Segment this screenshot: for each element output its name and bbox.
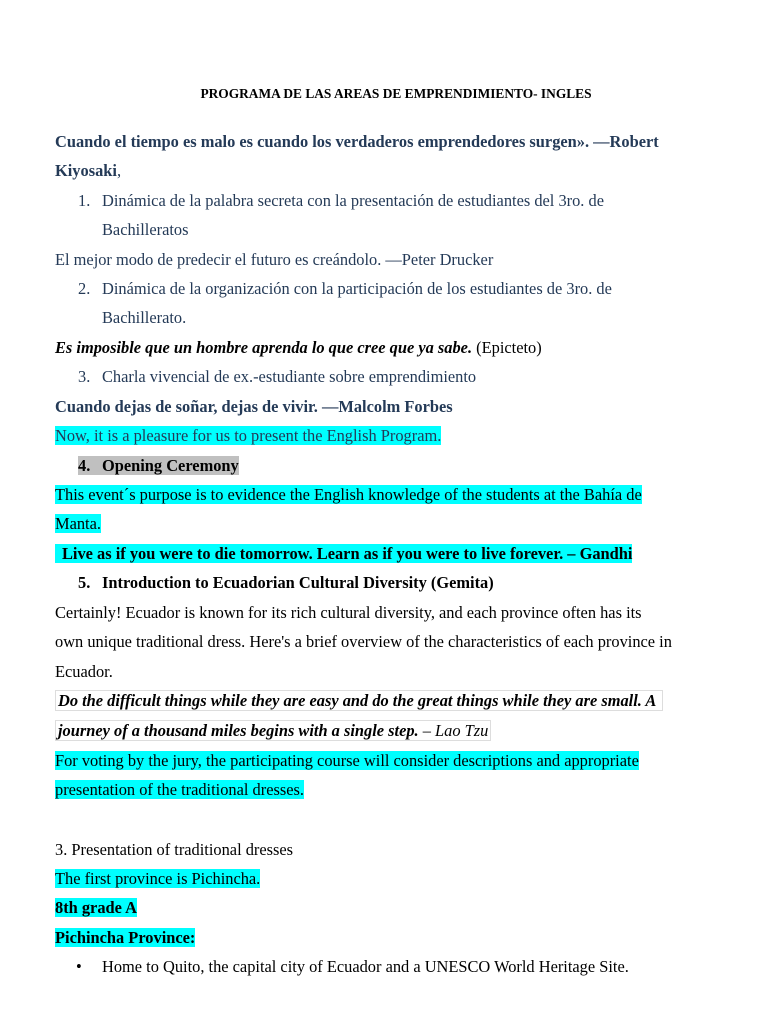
section-3-heading: 3. Presentation of traditional dresses: [55, 840, 294, 859]
grade-text: 8th grade A: [55, 898, 137, 917]
list-item-1-text: Dinámica de la palabra secreta con la presentación de estudiantes del 3ro. de: [102, 191, 604, 210]
list-item-3: [78, 366, 476, 388]
english-intro-text: Now, it is a pleasure for us to present the English Program.: [55, 426, 442, 445]
quote-epicteto-text: Es imposible que un hombre aprenda lo que cree que ya sabe.: [55, 338, 473, 357]
grade-line: [55, 897, 137, 919]
voting-text-1: For voting by the jury, the participating course will consider descriptions and appropriate: [55, 751, 639, 770]
opening-ceremony-highlight: [78, 456, 239, 475]
bullet-item-1-text: Home to Quito, the capital city of Ecuador and a UNESCO World Heritage Site.: [102, 957, 629, 976]
quote-epicteto-author: (Epicteto): [476, 338, 542, 357]
quote-forbes: Cuando dejas de soñar, dejas de vivir. —Malcolm Forbes: [55, 397, 453, 416]
document-title: PROGRAMA DE LAS AREAS DE EMPRENDIMIENTO- INGLES: [200, 86, 592, 101]
laotzu-quote-line1: [55, 690, 663, 712]
list-number-3: 3.: [78, 367, 91, 386]
list-item-2-continuation: Bachillerato.: [102, 308, 187, 327]
list-item-2-text: Dinámica de la organización con la participación de los estudiantes de 3ro. de: [102, 279, 612, 298]
quote-kiyosaki-punct: ,: [116, 161, 122, 180]
bullet-dot-icon: •: [76, 957, 82, 976]
purpose-text-2: Manta.: [55, 514, 101, 533]
province-heading-line: [55, 927, 195, 949]
gandhi-quote-line: [55, 543, 632, 565]
voting-line2: [55, 779, 304, 801]
list-item-4: [78, 455, 239, 477]
province-heading-text: Pichincha Province:: [55, 928, 196, 947]
quote-epicteto: [55, 337, 542, 359]
quote-kiyosaki-line2: [55, 160, 121, 182]
voting-text-2: presentation of the traditional dresses.: [55, 780, 304, 799]
list-number-2: 2.: [78, 279, 91, 298]
purpose-line2: [55, 513, 101, 535]
english-intro-line: [55, 425, 441, 447]
quote-kiyosaki-line1: Cuando el tiempo es malo es cuando los verdaderos emprendedores surgen». —Robert: [55, 132, 659, 151]
list-item-5: [78, 572, 494, 594]
quote-kiyosaki-author: Kiyosaki: [55, 161, 117, 180]
voting-line1: [55, 750, 639, 772]
laotzu-quote-box-2: [55, 720, 491, 741]
gandhi-quote-text: Live as if you were to die tomorrow. Learn as if you were to live forever.: [62, 544, 564, 563]
laotzu-author: – Lao Tzu: [422, 721, 489, 740]
list-item-2: [78, 278, 612, 300]
quote-drucker: El mejor modo de predecir el futuro es creándolo. —Peter Drucker: [55, 250, 494, 269]
list-number-4: 4.: [78, 456, 91, 475]
list-item-3-text: Charla vivencial de ex.-estudiante sobre emprendimiento: [102, 367, 477, 386]
intro-paragraph-line3: Ecuador.: [55, 662, 113, 681]
first-province-text: The first province is Pichincha.: [55, 869, 261, 888]
gandhi-quote-box: [55, 544, 632, 563]
intro-paragraph-line1: Certainly! Ecuador is known for its rich cultural diversity, and each province often has its: [55, 603, 642, 622]
list-number-1: 1.: [78, 191, 91, 210]
purpose-text-1: This event´s purpose is to evidence the English knowledge of the students at the Bahía de: [55, 485, 642, 504]
intro-paragraph-line2: own unique traditional dress. Here's a brief overview of the characteristics of each province in: [55, 632, 672, 651]
bullet-item-1: [55, 956, 629, 978]
list-item-4-text: Opening Ceremony: [102, 456, 239, 475]
laotzu-quote-text-2: journey of a thousand miles begins with a single step.: [58, 721, 419, 740]
list-item-5-text: Introduction to Ecuadorian Cultural Diversity (Gemita): [102, 573, 494, 592]
list-item-1-continuation: Bachilleratos: [102, 220, 189, 239]
laotzu-quote-text-1: Do the difficult things while they are easy and do the great things while they are small. A: [55, 690, 663, 711]
purpose-line1: [55, 484, 642, 506]
list-item-1: [78, 190, 604, 212]
laotzu-quote-line2: [55, 720, 491, 742]
gandhi-author: – Gandhi: [567, 544, 633, 563]
first-province-line: [55, 868, 260, 890]
list-number-5: 5.: [78, 573, 91, 592]
